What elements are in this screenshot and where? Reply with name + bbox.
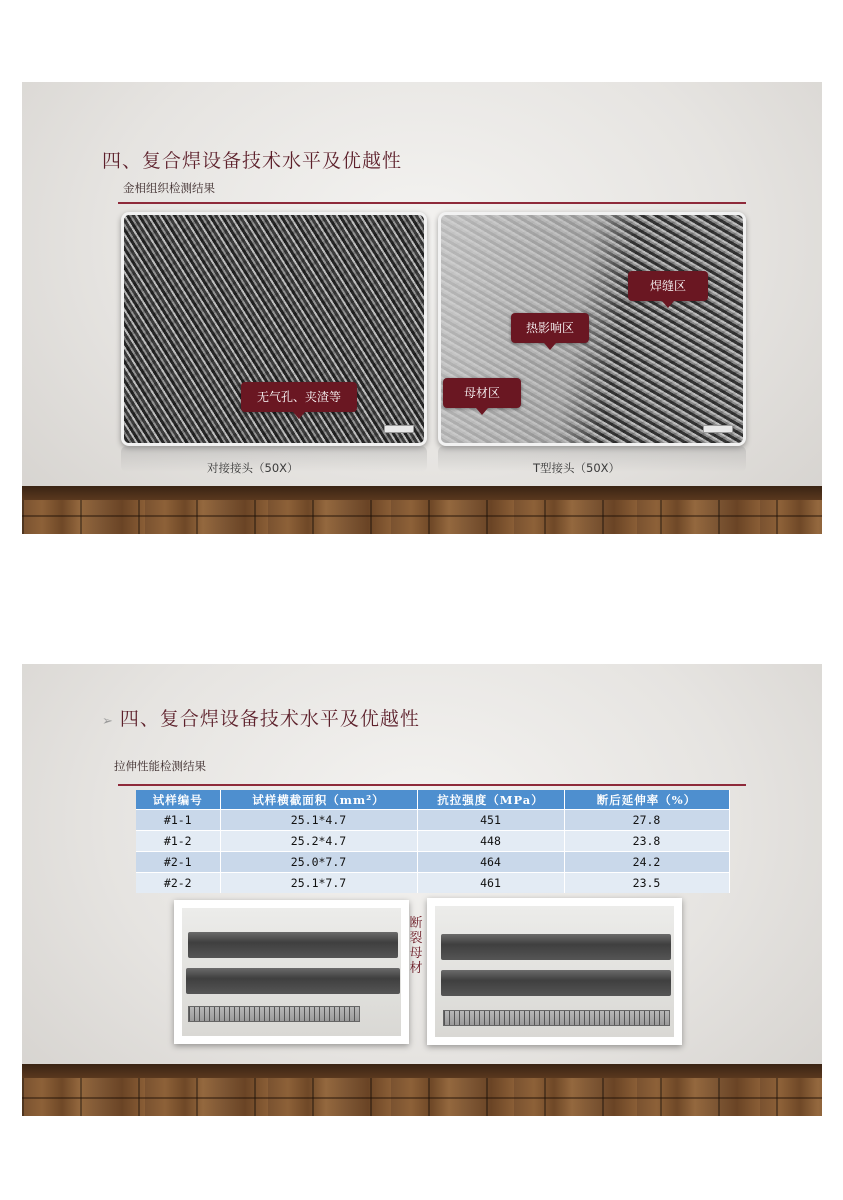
table-row: [136, 831, 729, 852]
callout-base-metal-zone: 母材区: [443, 378, 521, 408]
table-row: [136, 852, 729, 873]
photo-background: [182, 908, 401, 1036]
header-cross-section: 试样横截面积（mm²）: [220, 790, 417, 810]
tensile-specimen: [188, 932, 398, 958]
tensile-specimen: [186, 968, 400, 994]
cell-elongation: 23.8: [564, 831, 729, 852]
slide-title: 四、复合焊设备技术水平及优越性: [102, 150, 403, 172]
cell-tensile-strength: 464: [417, 852, 564, 873]
slide-title: [102, 704, 420, 731]
slide-metallography: [22, 82, 822, 534]
table-header-row: [136, 790, 729, 810]
wood-floor: [22, 1064, 822, 1116]
cell-elongation: 27.8: [564, 810, 729, 831]
slide-subtitle: 金相组织检测结果: [123, 181, 215, 195]
slide-title-text: 四、复合焊设备技术水平及优越性: [119, 708, 420, 730]
scale-bar: [384, 425, 414, 433]
cell-cross-section: 25.1*4.7: [220, 810, 417, 831]
specimen-photo-right: [427, 898, 682, 1045]
title-rule: [118, 202, 746, 204]
steel-ruler: [443, 1010, 670, 1026]
cell-elongation: 24.2: [564, 852, 729, 873]
cell-sample-id: #2-1: [136, 852, 220, 873]
fracture-base-metal-label: 断裂母材: [409, 916, 423, 976]
cell-elongation: 23.5: [564, 873, 729, 894]
table-row: [136, 873, 729, 894]
title-rule: [118, 784, 746, 786]
tensile-results-table: [136, 790, 730, 893]
cell-sample-id: #1-2: [136, 831, 220, 852]
cell-cross-section: 25.0*7.7: [220, 852, 417, 873]
cell-tensile-strength: 448: [417, 831, 564, 852]
header-elongation: 断后延伸率（%）: [564, 790, 729, 810]
scale-bar: [703, 425, 733, 433]
header-tensile-strength: 抗拉强度（MPa）: [417, 790, 564, 810]
tensile-specimen: [441, 970, 671, 996]
t-joint-caption: T型接头（50X）: [533, 461, 621, 475]
table-row: [136, 810, 729, 831]
cell-cross-section: 25.2*4.7: [220, 831, 417, 852]
arrow-bullet-icon: ➢: [102, 714, 114, 729]
wood-floor: [22, 486, 822, 534]
cell-cross-section: 25.1*7.7: [220, 873, 417, 894]
cell-sample-id: #2-2: [136, 873, 220, 894]
specimen-photo-left: [174, 900, 409, 1044]
slide-subtitle: 拉伸性能检测结果: [114, 759, 206, 773]
tensile-specimen: [441, 934, 671, 960]
slide-tensile: [22, 664, 822, 1116]
callout-heat-affected-zone: 热影响区: [511, 313, 589, 343]
callout-no-defects: 无气孔、夹渣等: [241, 382, 357, 412]
photo-background: [435, 906, 674, 1037]
cell-tensile-strength: 451: [417, 810, 564, 831]
steel-ruler: [188, 1006, 360, 1022]
header-sample-id: 试样编号: [136, 790, 220, 810]
cell-tensile-strength: 461: [417, 873, 564, 894]
callout-weld-zone: 焊缝区: [628, 271, 708, 301]
cell-sample-id: #1-1: [136, 810, 220, 831]
butt-joint-caption: 对接接头（50X）: [207, 461, 299, 475]
